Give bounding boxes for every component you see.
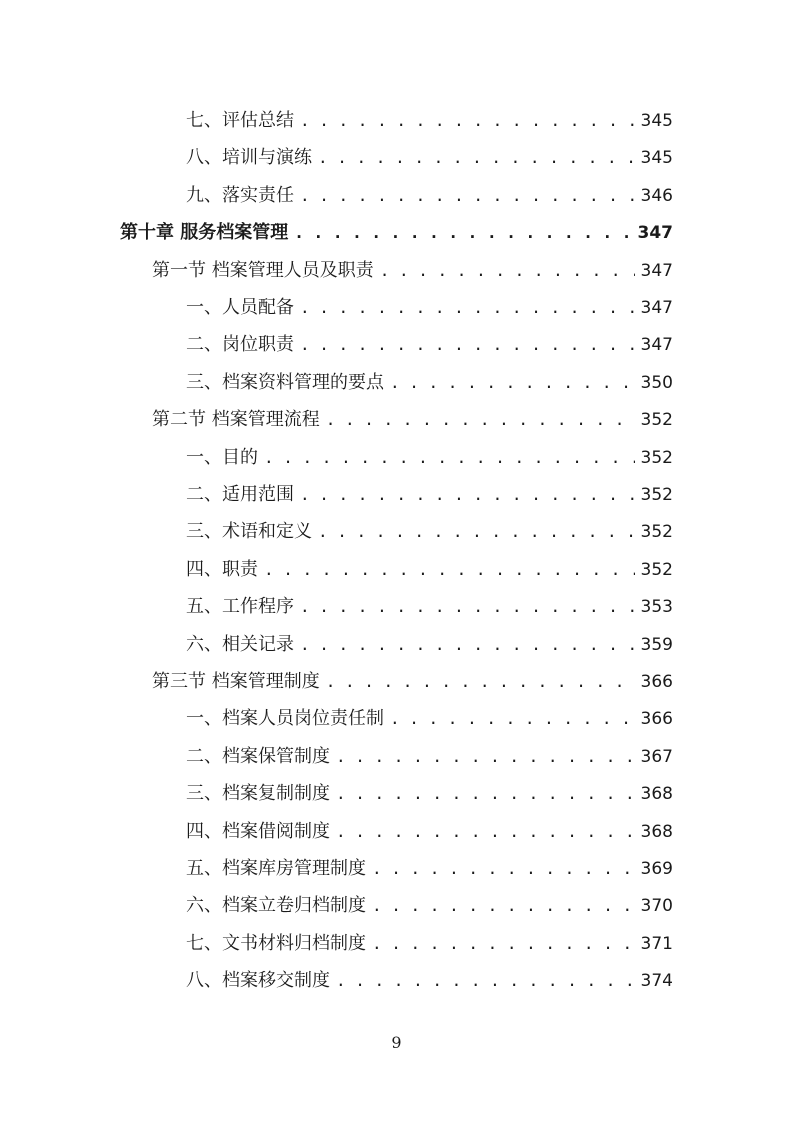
page-number: 9 [391,1033,402,1052]
toc-entry[interactable] [186,704,673,734]
toc-dot-leader [390,709,635,728]
toc-dot-leader [264,448,635,467]
toc-dot-leader [390,373,635,392]
toc-entry-title: 五、档案库房管理制度 [186,858,366,879]
toc-dot-leader [300,335,635,354]
toc-entry-title: 二、适用范围 [186,484,294,505]
toc-dot-leader [336,747,635,766]
toc-entry-title: 八、培训与演练 [186,147,312,169]
toc-entry-page: 367 [640,746,673,767]
toc-dot-leader [336,971,635,990]
toc-dot-leader [264,560,635,579]
toc-entry-page: 352 [640,559,673,580]
toc-entry[interactable] [186,929,673,959]
toc-entry-title: 六、档案立卷归档制度 [186,895,366,917]
toc-entry-title: 四、档案借阅制度 [186,820,330,842]
toc-entry[interactable] [186,368,673,398]
toc-dot-leader [300,186,635,205]
toc-entry-title: 第一节 档案管理人员及职责 [152,259,374,281]
toc-entry[interactable] [152,667,673,697]
toc-entry-page: 368 [640,821,673,842]
toc-entry-page: 374 [640,971,673,992]
toc-entry[interactable] [186,817,673,847]
toc-entry-page: 352 [640,522,673,543]
toc-entry-title: 一、档案人员岗位责任制 [186,708,384,730]
toc-entry-page: 352 [640,447,673,468]
toc-entry[interactable] [186,517,673,547]
toc-dot-leader [300,111,635,130]
toc-entry-page: 350 [640,372,673,393]
toc-entry-page: 346 [640,185,673,206]
toc-entry-title: 三、术语和定义 [186,521,312,543]
toc-entry-page: 352 [640,410,673,431]
toc-entry-page: 371 [640,933,673,954]
toc-dot-leader [372,934,635,953]
toc-entry-title: 七、文书材料归档制度 [186,932,366,954]
toc-entry-page: 347 [637,223,673,244]
toc-entry[interactable] [186,106,673,136]
toc-dot-leader [372,896,635,915]
toc-entry-title: 第十章 服务档案管理 [120,222,289,244]
toc-entry[interactable] [186,181,673,211]
toc-dot-leader [294,223,631,242]
toc-entry[interactable] [120,218,673,248]
toc-entry-title: 八、档案移交制度 [186,970,330,992]
toc-dot-leader [318,148,635,167]
toc-entry-title: 六、相关记录 [186,633,294,655]
toc-entry-title: 五、工作程序 [186,596,294,618]
toc-entry[interactable] [152,256,673,286]
toc-dot-leader [300,597,635,616]
toc-dot-leader [336,822,635,841]
toc-dot-leader [372,859,635,878]
toc-entry[interactable] [186,854,673,884]
toc-dot-leader [326,410,635,429]
toc-entry-title: 第三节 档案管理制度 [152,671,320,692]
toc-entry-page: 347 [640,298,673,318]
toc-entry-page: 368 [640,784,673,805]
toc-entry[interactable] [186,293,673,323]
toc-dot-leader [336,784,635,803]
toc-entry-page: 366 [640,672,673,692]
toc-dot-leader [300,298,635,317]
toc-entry-page: 345 [640,148,673,169]
toc-entry[interactable] [186,779,673,809]
toc-entry-title: 三、档案复制制度 [186,783,330,805]
toc-entry[interactable] [186,330,673,360]
toc-entry-title: 四、职责 [186,558,258,580]
toc-entry-title: 一、人员配备 [186,297,294,318]
toc-entry-title: 第二节 档案管理流程 [152,409,320,431]
toc-entry[interactable] [186,630,673,660]
toc-entry-page: 353 [640,597,673,618]
toc-dot-leader [300,485,635,504]
toc-entry-page: 347 [640,335,673,356]
toc-entry-page: 345 [640,111,673,131]
toc-entry-title: 二、岗位职责 [186,334,294,356]
toc-entry-page: 366 [640,709,673,730]
toc-entry[interactable] [152,405,673,435]
toc-dot-leader [326,672,635,691]
toc-entry[interactable] [186,742,673,772]
toc-dot-leader [318,522,635,541]
toc-entry-page: 370 [640,896,673,917]
toc-entry[interactable] [186,966,673,996]
toc-entry-page: 347 [640,260,673,281]
toc-entry[interactable] [186,555,673,585]
toc-entry-title: 三、档案资料管理的要点 [186,371,384,393]
toc-entry[interactable] [186,480,673,510]
toc-entry[interactable] [186,592,673,622]
toc-entry-title: 九、落实责任 [186,184,294,206]
toc-dot-leader [300,635,635,654]
toc-entry-page: 352 [640,485,673,505]
toc-entry-title: 七、评估总结 [186,110,294,131]
toc-entry-title: 一、目的 [186,446,258,468]
toc-entry[interactable] [186,143,673,173]
toc-entry-title: 二、档案保管制度 [186,745,330,767]
toc-entry-page: 369 [640,859,673,879]
toc-dot-leader [380,261,635,280]
toc-entry[interactable] [186,891,673,921]
toc-entry-page: 359 [640,634,673,655]
toc-entry[interactable] [186,443,673,473]
